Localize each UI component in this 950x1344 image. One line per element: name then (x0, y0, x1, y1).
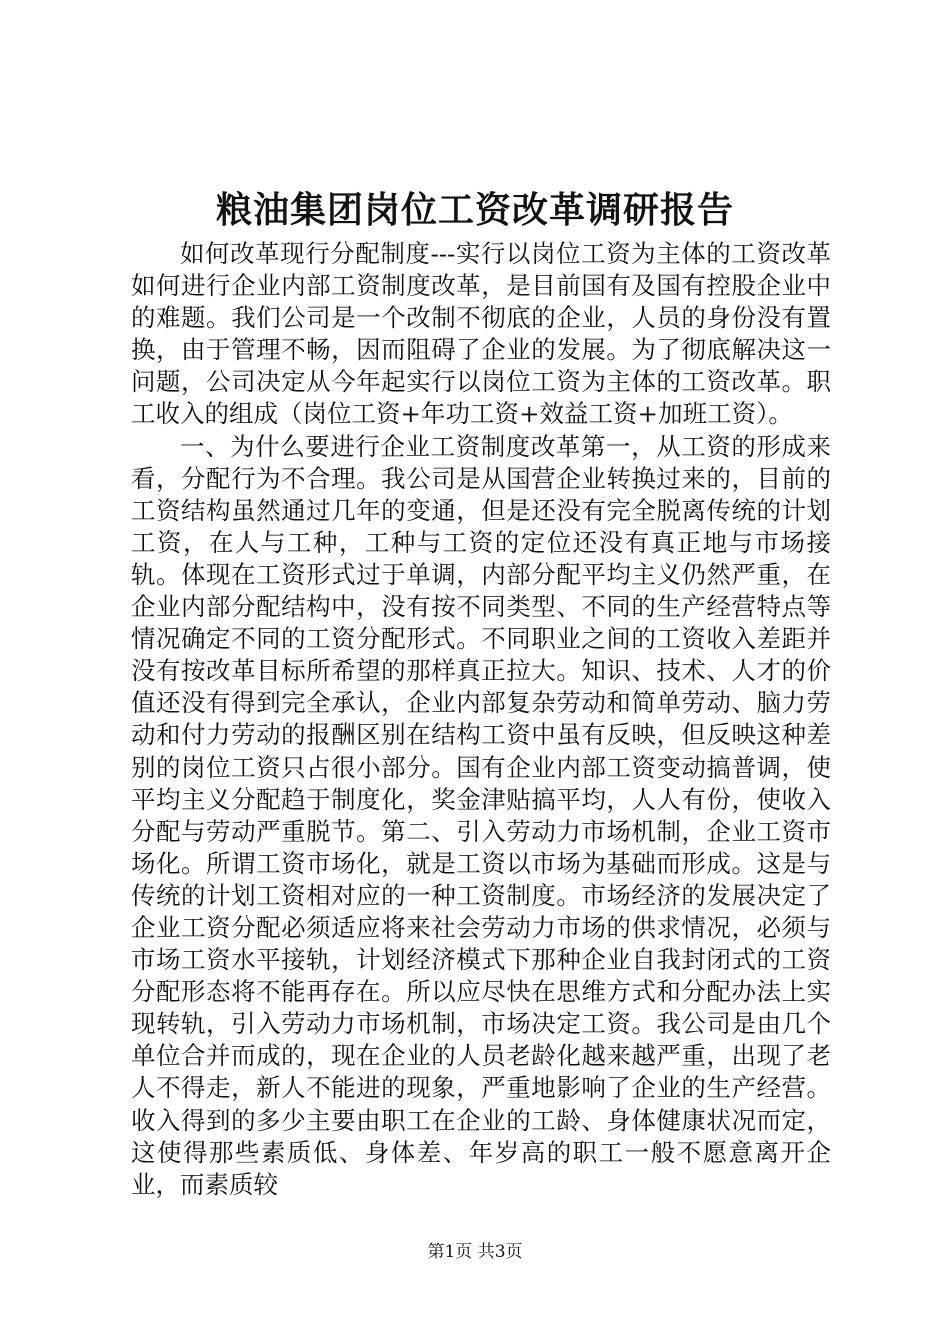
page-footer: 第1页 共3页 (427, 1242, 523, 1262)
document-body (131, 238, 831, 1201)
document-title: 粮油集团岗位工资改革调研报告 (215, 189, 734, 231)
paragraph-intro: 如何改革现行分配制度---实行以岗位工资为主体的工资改革如何进行企业内部工资制度改革，是目前国有及国有控股企业中的难题。我们公司是一个改制不彻底的企业，人员的身份没有置换，由于管理不畅，因而阻碍了企业的发展。为了彻底解决这一问题，公司决定从今年起实行以岗位工资为主体的工资改革。职工收入的组成（岗位工资+年功工资+效益工资+加班工资）。 (131, 239, 831, 429)
paragraph-section-one: 一、为什么要进行企业工资制度改革第一，从工资的形成来看，分配行为不合理。我公司是从国营企业转换过来的，目前的工资结构虽然通过几年的变通，但是还没有完全脱离传统的计划工资，在人与工种，工种与工资的定位还没有真正地与市场接轨。体现在工资形式过于单调，内部分配平均主义仍然严重，在企业内部分配结构中，没有按不同类型、不同的生产经营特点等情况确定不同的工资分配形式。不同职业之间的工资收入差距并没有按改革目标所希望的那样真正拉大。知识、技术、人才的价值还没有得到完全承认，企业内部复杂劳动和简单劳动、脑力劳动和付力劳动的报酬区别在结构工资中虽有反映，但反映这种差别的岗位工资只占很小部分。国有企业内部工资变动搞普调，使平均主义分配趋于制度化，奖金津贴搞平均，人人有份，使收入分配与劳动严重脱节。第二、引入劳动力市场机制，企业工资市场化。所谓工资市场化，就是工资以市场为基础而形成。这是与传统的计划工资相对应的一种工资制度。市场经济的发展决定了企业工资分配必须适应将来社会劳动力市场的供求情况，必须与市场工资水平接轨，计划经济模式下那种企业自我封闭式的工资分配形态将不能再存在。所以应尽快在思维方式和分配办法上实现转轨，引入劳动力市场机制，市场决定工资。我公司是由几个单位合并而成的，现在企业的人员老龄化越来越严重，出现了老人不得走，新人不能进的现象，严重地影响了企业的生产经营。收入得到的多少主要由职工在企业的工龄、身体健康状况而定，这使得那些素质低、身体差、年岁高的职工一般不愿意离开企业，而素质较 (131, 431, 831, 1199)
